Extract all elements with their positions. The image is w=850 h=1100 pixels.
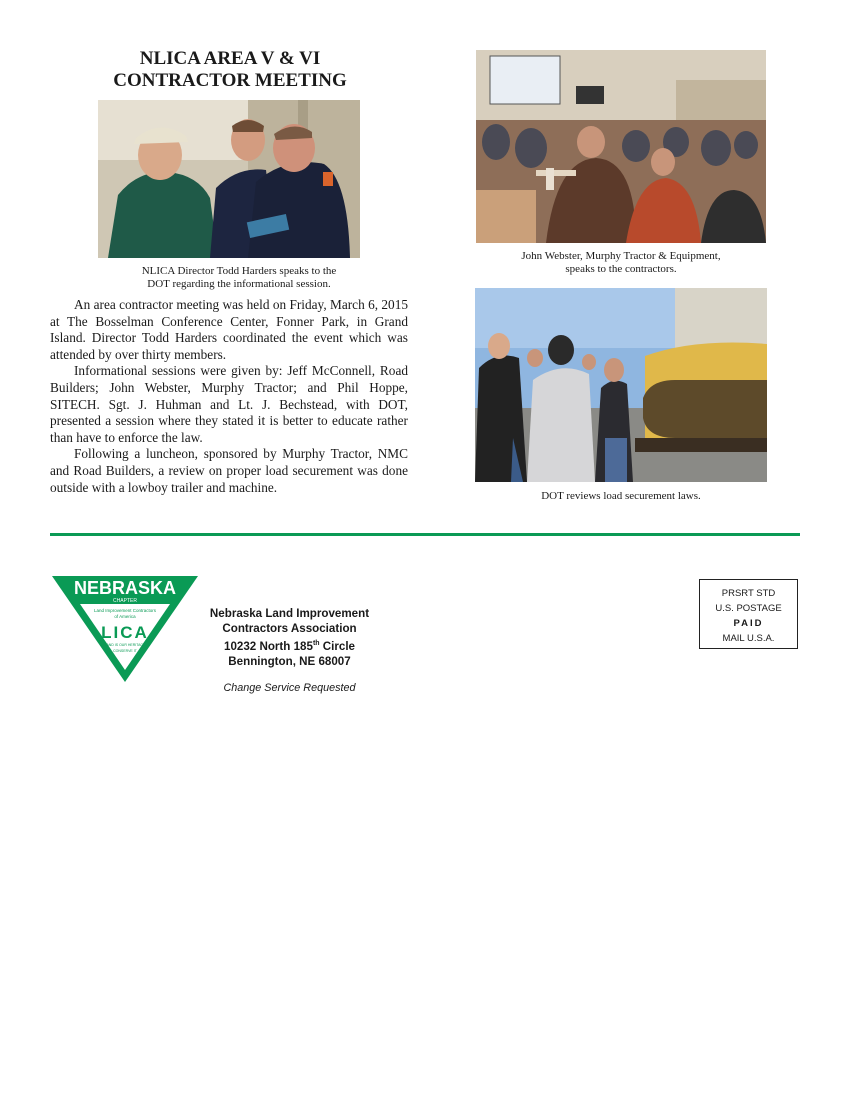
article-paragraph: Informational sessions were given by: Jeff McConnell, Road Builders; John Webster, Murphy Tractor; and Phil Hoppe, SITECH. Sgt. J. Huhman and Lt. J. Bechstead, with DOT, presented a session where they stated it is better to educate rather than have to enforce the law. — [50, 363, 408, 445]
title-line-2: CONTRACTOR MEETING — [113, 70, 347, 91]
street-name: Circle — [319, 639, 355, 653]
change-service-requested: Change Service Requested — [223, 682, 356, 694]
logo-name: LICA — [101, 623, 149, 642]
caption-line: DOT regarding the informational session. — [147, 278, 331, 290]
article-paragraph: An area contractor meeting was held on Friday, March 6, 2015 at The Bosselman Conference Center, Fonner Park, in Grand Island. Director Todd Harders coordinated the event which was attended by over thirty members. — [50, 297, 408, 362]
caption-line: speaks to the contractors. — [565, 263, 677, 275]
street-ordinal: th — [312, 640, 320, 647]
street-address — [202, 636, 377, 654]
photo-3-caption: DOT reviews load securement laws. — [541, 490, 701, 502]
photo-1-caption — [98, 265, 380, 291]
logo-motto: LAND IS OUR HERITAGE — [104, 643, 146, 647]
caption-line: NLICA Director Todd Harders speaks to the — [141, 265, 337, 277]
logo-tagline: Land Improvement Contractors — [93, 608, 157, 613]
postage-line-2: U.S. POSTAGE — [715, 603, 782, 614]
postage-indicia — [699, 579, 798, 649]
logo-tagline: of America — [114, 614, 136, 619]
section-divider — [50, 533, 800, 536]
postage-line-4: MAIL U.S.A. — [722, 633, 775, 644]
postage-paid: PAID — [733, 618, 764, 629]
photo-conference-room — [476, 50, 766, 243]
logo-chapter: CHAPTER — [113, 598, 137, 604]
city-state-zip: Bennington, NE 68007 — [228, 654, 351, 668]
lica-logo — [50, 574, 200, 684]
return-address — [202, 606, 377, 669]
postage-line-1: PRSRT STD — [721, 588, 776, 599]
photo-load-securement — [475, 288, 767, 482]
org-name-line-1: Nebraska Land Improvement — [209, 607, 370, 620]
caption-line: John Webster, Murphy Tractor & Equipment, — [521, 250, 721, 262]
logo-motto: CONSERVE IT — [113, 649, 137, 653]
photo-director-with-officers — [98, 100, 360, 258]
article-body — [50, 297, 408, 496]
article-paragraph: Following a luncheon, sponsored by Murphy Tractor, NMC and Road Builders, a review on proper load securement was done outside with a lowboy trailer and machine. — [50, 446, 408, 495]
photo-2-caption — [476, 250, 766, 276]
org-name-line-2: Contractors Association — [222, 622, 357, 635]
logo-state: NEBRASKA — [73, 578, 177, 598]
article-title — [60, 48, 400, 92]
title-line-1: NLICA AREA V & VI — [139, 48, 321, 69]
street-number: 10232 North 185 — [224, 639, 313, 653]
